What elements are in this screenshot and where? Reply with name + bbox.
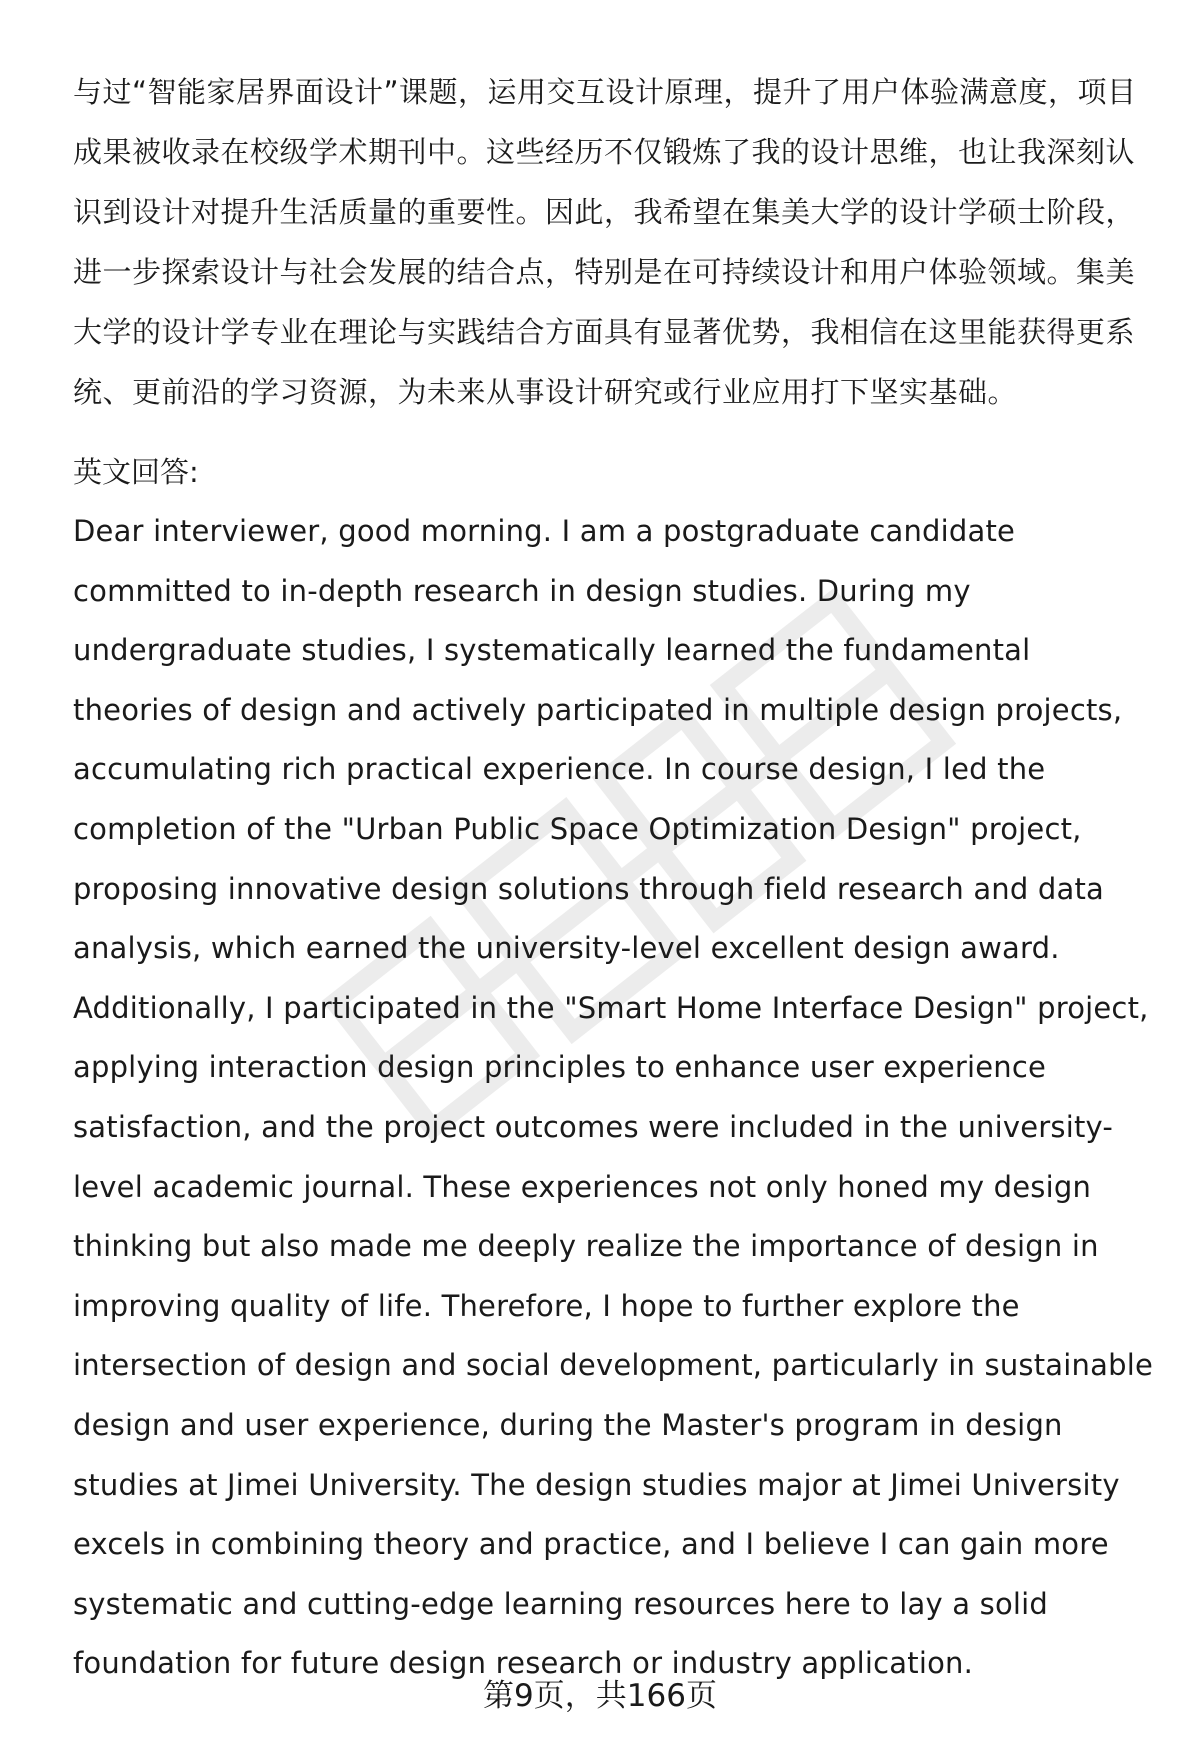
english-answer-label: 英文回答: <box>73 455 199 489</box>
chinese-answer-paragraph: 与过“智能家居界面设计”课题，运用交互设计原理，提升了用户体验满意度，项目成果被收录在校级学术期刊中。这些经历不仅锻炼了我的设计思维，也让我深刻认识到设计对提升生活质量的重要性。因此，我希望在集美大学的设计学硕士阶段，进一步探索设计与社会发展的结合点，特别是在可持续设计和用户体验领域。集美大学的设计学专业在理论与实践结合方面具有显著优势，我相信在这里能获得更系统、更前沿的学习资源，为未来从事设计研究或行业应用打下坚实基础。 <box>73 75 1137 409</box>
english-answer-paragraph: Dear interviewer, good morning. I am a postgraduate candidate committed to in-depth research in design studies. During my undergraduate studies, I systematically learned the fundamental theories of design and actively participated in multiple design projects, accumulating rich practical experience. In course design, I led the completion of the "Urban Public Space Optimization Design" project, proposing innovative design solutions through field research and data analysis, which earned the university-level excellent design award. Additionally, I participated in the "Smart Home Interface Design" project, applying interaction design principles to enhance user experience satisfaction, and the project outcomes were included in the university-level academic journal. These experiences not only honed my design thinking but also made me deeply realize the importance of design in improving quality of life. Therefore, I hope to further explore the intersection of design and social development, particularly in sustainable design and user experience, during the Master's program in design studies at Jimei University. The design studies major at Jimei University excels in combining theory and practice, and I believe I can gain more systematic and cutting-edge learning resources here to lay a solid foundation for future design research or industry application. <box>73 514 1153 1681</box>
page-number: 第9页，共166页 <box>483 1678 717 1714</box>
document-body <box>73 62 1153 1694</box>
